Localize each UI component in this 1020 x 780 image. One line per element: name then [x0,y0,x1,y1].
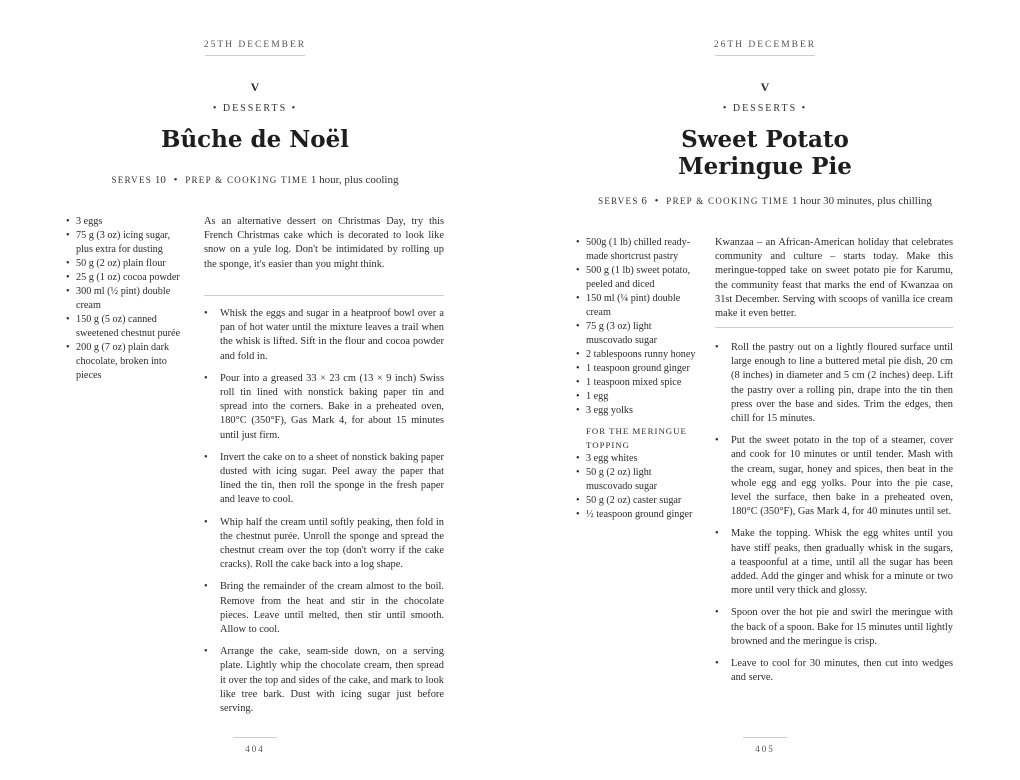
ingredient-item: • 50 g (2 oz) light muscovado sugar [576,466,700,494]
ingredient-item: • 500g (1 lb) chilled ready-made shortcrust pastry [576,236,700,264]
method-step: • Leave to cool for 30 minutes, then cut into wedges and serve. [715,657,953,685]
recipe-meta [0,174,510,186]
ingredient-item: • 50 g (2 oz) caster sugar [576,494,700,508]
ingredient-item: • 150 ml (¼ pint) double cream [576,292,700,320]
recipe-title-line: Sweet Potato [681,126,849,153]
serves-label: SERVES [598,196,639,206]
method-step: • Put the sweet potato in the top of a steamer, cover and cook for 10 minutes or until tender. Mash with the cream, sugar, honey and spices, then beat in the whole egg and egg yolks. Pour into the pie case, level the surface, then bake in a preheated oven, 180°C (350°F), Gas Mark 4, for 40 minutes until set. [715,434,953,519]
ingredient-item: • 1 teaspoon mixed spice [576,376,700,390]
ingredient-item: • 150 g (5 oz) canned sweetened chestnut purée [66,313,186,341]
method-step: • Roll the pastry out on a lightly floured surface until large enough to line a buttered metal pie dish, 20 cm (8 inches) in diameter and 5 cm (2 inches) deep. Lift the pastry over a rolling pin, drape into the tin then press over the base and sides. Trim the edges, then chill for 15 minutes. [715,341,953,426]
page-date: 26TH DECEMBER [713,40,817,50]
recipe-intro: As an alternative dessert on Christmas Day, try this French Christmas cake which is decorated to look like snow on a yule log. Don't be intimidated by rolling up the sponge, it's easier than you might think. [204,216,444,270]
ingredient-item: • 50 g (2 oz) plain flour [66,257,186,271]
divider [743,737,787,738]
ingredient-item: • 1 teaspoon ground ginger [576,362,700,376]
ingredient-subheading: FOR THE MERINGUE TOPPING [586,426,687,450]
serves-value: 6 [641,195,647,207]
divider [204,295,444,296]
divider [233,737,277,738]
divider [715,327,953,328]
ingredient-item: • 3 eggs [66,215,186,229]
serves-label: SERVES [111,175,153,185]
meta-separator: • [173,174,178,186]
page-date: 25TH DECEMBER [203,40,307,50]
ingredient-item: • 3 egg yolks [576,404,700,418]
ingredient-item: • 25 g (1 oz) cocoa powder [66,271,186,285]
section-roman: V [250,80,260,94]
ingredient-item: • 1 egg [576,390,700,404]
method-step: • Invert the cake on to a sheet of nonstick baking paper dusted with icing sugar. Peel away the paper that lined the tin, then roll the sponge in the fresh paper and leave to cool. [204,451,444,508]
serves-value: 10 [154,174,166,186]
recipe-title-line: Bûche de Noël [161,126,349,153]
ingredient-item: • 200 g (7 oz) plain dark chocolate, broken into pieces [66,341,186,383]
ingredient-list [66,215,186,383]
time-label: PREP & COOKING TIME [666,196,790,206]
recipe-meta [510,195,1020,207]
method-step: • Whisk the eggs and sugar in a heatproof bowl over a pan of hot water until the mixture leaves a trail when the whisk is lifted. Sift in the flour and cocoa powder and fold in. [204,307,444,364]
ingredient-item: • 2 tablespoons runny honey [576,348,700,362]
method-step: • Whip half the cream until softly peaking, then fold in the chestnut purée. Unroll the sponge and spread the chestnut cream over the top (don't worry if the cake cracks). Roll the cake back into a log shape. [204,516,444,573]
time-value: 1 hour 30 minutes, plus chilling [791,195,932,207]
section-label: • DESSERTS • [212,103,298,114]
method-step: • Pour into a greased 33 × 23 cm (13 × 9 inch) Swiss roll tin lined with nonstick baking paper tin and spread into the corners. Bake in a preheated oven, 180°C (350°F), Gas Mark 4, for about 15 minutes until just firm. [204,372,444,443]
method-list [204,307,444,724]
time-label: PREP & COOKING TIME [185,175,309,185]
page-number: 405 [755,744,775,754]
method-step: • Bring the remainder of the cream almost to the boil. Remove from the heat and stir in the chocolate pieces. Leave until melted, then stir until smooth. Allow to cool. [204,580,444,637]
time-value: 1 hour, plus cooling [310,174,399,186]
page-number: 404 [245,744,265,754]
ingredient-list [576,236,700,522]
ingredient-item: • 3 egg whites [576,452,700,466]
method-step: • Spoon over the hot pie and swirl the meringue with the back of a spoon. Bake for 15 minutes until lightly browned and the meringue is crisp. [715,606,953,649]
method-step: • Make the topping. Whisk the egg whites until you have stiff peaks, then gradually whisk in the sugars, a teaspoonful at a time, until all the sugar has been added. Add the ginger and whisk for a minute or two more until very thick and glossy. [715,527,953,598]
ingredient-item: • ½ teaspoon ground ginger [576,508,700,522]
divider [205,55,305,56]
recipe-title [510,126,1020,180]
meta-separator: • [654,195,659,207]
method-list [715,341,953,693]
section-roman: V [760,80,770,94]
recipe-intro: Kwanzaa – an African-American holiday that celebrates community and culture – starts today. Make this meringue-topped take on sweet potato pie for Karumu, the community feast that marks the end of Kwanzaa on 31st December. Serving with scoops of vanilla ice cream make it even better. [715,237,953,320]
ingredient-item: • 75 g (3 oz) light muscovado sugar [576,320,700,348]
section-label: • DESSERTS • [722,103,808,114]
divider [715,55,815,56]
method-step: • Arrange the cake, seam-side down, on a serving plate. Lightly whip the chocolate cream, then spread it over the top and sides of the cake, and mark to look like tree bark. Dust with icing sugar just before serving. [204,645,444,716]
ingredient-item: • 75 g (3 oz) icing sugar, plus extra for dusting [66,229,186,257]
ingredient-item: • 500 g (1 lb) sweet potato, peeled and diced [576,264,700,292]
right-page [510,0,1020,780]
ingredient-item: • 300 ml (½ pint) double cream [66,285,186,313]
recipe-title-line: Meringue Pie [678,153,852,180]
recipe-title [0,126,510,153]
